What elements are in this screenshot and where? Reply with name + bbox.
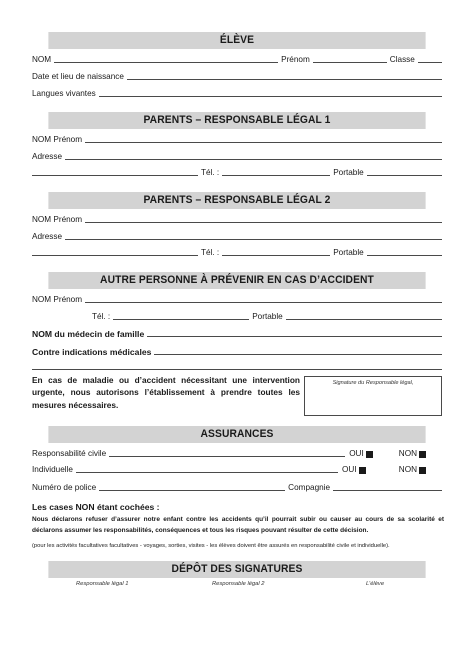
row-autre-tel bbox=[32, 310, 442, 322]
section-title: PARENTS – RESPONSABLE LÉGAL 1 bbox=[143, 114, 331, 126]
row-naissance bbox=[32, 70, 442, 82]
non-cochees-text: Nous déclarons refuser d’assurer notre enfant contre les accidents qu’il pourrait subir ou causer au cours de sa scolarité et déclarons assumer les responsabilités, conséquences et tous les risques pouvant résulter de cette décision. bbox=[32, 516, 444, 534]
naissance-field[interactable] bbox=[127, 72, 442, 80]
p2-portable-field[interactable] bbox=[367, 248, 442, 256]
section-title: DÉPÔT DES SIGNATURES bbox=[171, 563, 303, 575]
individuelle-label: Individuelle bbox=[32, 465, 73, 474]
naissance-label: Date et lieu de naissance bbox=[32, 72, 124, 81]
section-header-signatures bbox=[48, 561, 425, 578]
section-title: ASSURANCES bbox=[200, 428, 274, 440]
autre-tel-label: Tél. : bbox=[92, 312, 111, 321]
civile-field[interactable] bbox=[109, 449, 345, 457]
row-nom-prenom-classe bbox=[32, 53, 442, 65]
p2-tel-label: Tél. : bbox=[201, 248, 220, 257]
section-header-parent2 bbox=[48, 192, 425, 209]
section-title: PARENTS – RESPONSABLE LÉGAL 2 bbox=[143, 194, 331, 206]
p1-adresse-field[interactable] bbox=[65, 152, 442, 160]
langues-field[interactable] bbox=[99, 89, 442, 97]
police-field[interactable] bbox=[99, 483, 285, 491]
p1-nom-label: NOM Prénom bbox=[32, 135, 83, 144]
contre-indications-label: Contre indications médicales bbox=[32, 347, 152, 357]
p2-nom-field[interactable] bbox=[85, 215, 442, 223]
signature-eleve-label: L’élève bbox=[366, 581, 385, 587]
section-header-eleve bbox=[48, 32, 425, 49]
civile-label: Responsabilité civile bbox=[32, 449, 107, 458]
row-autre-nom bbox=[32, 293, 442, 305]
signature-responsable-2-label: Responsable légal 2 bbox=[212, 581, 265, 587]
nom-label: NOM bbox=[32, 55, 52, 64]
signature-box[interactable] bbox=[304, 376, 442, 416]
contre-indications-field[interactable] bbox=[154, 347, 442, 355]
row-langues bbox=[32, 87, 442, 99]
row-individuelle bbox=[32, 463, 442, 475]
p2-adresse-field-2[interactable] bbox=[32, 248, 198, 256]
medecin-label: NOM du médecin de famille bbox=[32, 329, 145, 339]
medecin-field[interactable] bbox=[147, 329, 442, 337]
row-contre-indications bbox=[32, 345, 442, 357]
p1-adresse-field-2[interactable] bbox=[32, 168, 198, 176]
signature-box-label: Signature du Responsable légal, bbox=[332, 380, 414, 386]
p1-portable-label: Portable bbox=[333, 168, 364, 177]
civile-oui-label: OUI bbox=[349, 449, 364, 458]
prenom-label: Prénom bbox=[281, 55, 310, 64]
autre-nom-field[interactable] bbox=[85, 295, 442, 303]
p1-tel-field[interactable] bbox=[222, 168, 330, 176]
autre-portable-field[interactable] bbox=[286, 312, 442, 320]
p2-tel-field[interactable] bbox=[222, 248, 330, 256]
p2-adresse-label: Adresse bbox=[32, 232, 63, 241]
langues-label: Langues vivantes bbox=[32, 89, 96, 98]
classe-field[interactable] bbox=[418, 55, 442, 63]
row-p2-adresse bbox=[32, 230, 442, 242]
police-label: Numéro de police bbox=[32, 483, 97, 492]
row-responsabilite-civile bbox=[32, 447, 442, 459]
individuelle-field[interactable] bbox=[76, 465, 338, 473]
autre-tel-field[interactable] bbox=[113, 312, 249, 320]
p2-adresse-field[interactable] bbox=[65, 232, 442, 240]
civile-non-checkbox[interactable] bbox=[419, 451, 426, 458]
activites-note: (pour les activités facultatives facultatives - voyages, sorties, visites - les élèves doivent être assurés en responsabilité civile et individuelle). bbox=[32, 543, 390, 549]
p1-nom-field[interactable] bbox=[85, 135, 442, 143]
compagnie-label: Compagnie bbox=[288, 483, 331, 492]
civile-oui-checkbox[interactable] bbox=[366, 451, 373, 458]
row-police bbox=[32, 481, 442, 493]
signature-responsable-1-label: Responsable légal 1 bbox=[76, 581, 129, 587]
prenom-field[interactable] bbox=[313, 55, 387, 63]
row-p1-nom bbox=[32, 133, 442, 145]
contre-indications-field-2[interactable] bbox=[32, 362, 442, 370]
nom-field[interactable] bbox=[54, 55, 278, 63]
section-header-parent1 bbox=[48, 112, 425, 129]
autorisation-text: En cas de maladie ou d’accident nécessitant une intervention urgente, nous autorisons l’établissement à prendre toutes les mesures nécessaires. bbox=[32, 375, 300, 410]
row-p1-tel bbox=[32, 166, 442, 178]
classe-label: Classe bbox=[389, 55, 415, 64]
individuelle-non-checkbox[interactable] bbox=[419, 467, 426, 474]
p2-portable-label: Portable bbox=[333, 248, 364, 257]
row-contre-indications-2 bbox=[32, 360, 442, 372]
civile-non-label: NON bbox=[398, 449, 417, 458]
row-p1-adresse bbox=[32, 150, 442, 162]
compagnie-field[interactable] bbox=[333, 483, 442, 491]
autre-nom-label: NOM Prénom bbox=[32, 295, 83, 304]
p1-adresse-label: Adresse bbox=[32, 152, 63, 161]
individuelle-non-label: NON bbox=[398, 465, 417, 474]
non-cochees-title: Les cases NON étant cochées : bbox=[32, 502, 160, 512]
row-p2-tel bbox=[32, 246, 442, 258]
individuelle-oui-label: OUI bbox=[341, 465, 357, 474]
section-header-autre bbox=[48, 272, 425, 289]
individuelle-oui-checkbox[interactable] bbox=[359, 467, 366, 474]
row-medecin bbox=[32, 327, 442, 339]
autre-portable-label: Portable bbox=[252, 312, 283, 321]
p2-nom-label: NOM Prénom bbox=[32, 215, 83, 224]
section-title: ÉLÈVE bbox=[219, 34, 255, 46]
section-title: AUTRE PERSONNE À PRÉVENIR EN CAS D’ACCIDENT bbox=[100, 274, 374, 286]
p1-tel-label: Tél. : bbox=[201, 168, 220, 177]
row-p2-nom bbox=[32, 213, 442, 225]
section-header-assurances bbox=[48, 426, 425, 443]
p1-portable-field[interactable] bbox=[367, 168, 442, 176]
